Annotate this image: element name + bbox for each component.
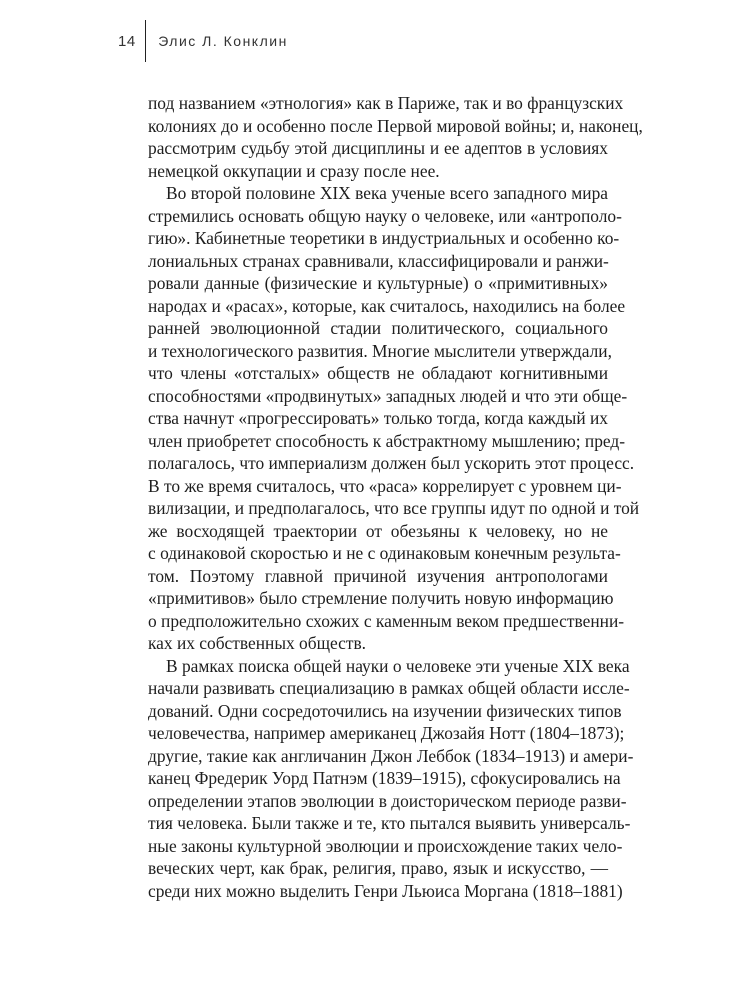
text-line: лониальных странах сравнивали, классифицировали и ранжи- — [148, 250, 609, 271]
text-line: веческих черт, как брак, религия, право, язык и искусство, — — [148, 858, 608, 878]
text-line: человечества, например американец Джозайя Нотт (1804–1873); — [148, 723, 625, 743]
text-line: В рамках поиска общей науки о человеке эти ученые XIX века — [166, 655, 630, 676]
text-line: народах и «расах», которые, как считалось, находились на более — [148, 295, 626, 316]
text-line: с одинаковой скоростью и не с одинаковым конечным результа- — [148, 543, 621, 563]
body-text — [148, 92, 643, 902]
text-line: колониях до и особенно после Первой мировой войны; и, наконец, — [148, 115, 643, 136]
text-line: определении этапов эволюции в доисторическом периоде разви- — [148, 790, 627, 811]
text-line: ранней эволюционной стадии политического, социального — [148, 318, 608, 338]
text-line: и технологического развития. Многие мыслители утверждали, — [148, 340, 612, 361]
text-line: гию». Кабинетные теоретики в индустриальных и особенно ко- — [148, 228, 620, 248]
text-line: другие, такие как англичанин Джон Леббок (1834–1913) и амери- — [148, 745, 634, 766]
header-divider — [145, 20, 147, 62]
text-line: член приобретет способность к абстрактному мышлению; пред- — [148, 430, 626, 451]
text-line: ках их собственных обществ. — [148, 633, 367, 653]
text-line: же восходящей траектории от обезьяны к человеку, но не — [148, 520, 608, 541]
text-line: канец Фредерик Уорд Патнэм (1839–1915), сфокусировались на — [148, 768, 621, 788]
page-header — [118, 18, 288, 64]
text-line: среди них можно выделить Генри Льюиса Моргана (1818–1881) — [148, 880, 623, 901]
text-line: дований. Одни сосредоточились на изучении физических типов — [148, 700, 622, 721]
text-line: способностями «продвинутых» западных людей и что эти обще- — [148, 385, 628, 406]
text-line: полагалось, что империализм должен был ускорить этот процесс. — [148, 453, 635, 473]
text-line: Во второй половине XIX века ученые всего западного мира — [166, 183, 608, 203]
text-line: что члены «отсталых» обществ не обладают когнитивными — [148, 363, 608, 383]
text-line: о предположительно схожих с каменным веком предшественни- — [148, 610, 625, 631]
text-line: ровали данные (физические и культурные) о «примитивных» — [148, 273, 608, 293]
text-line: вилизации, и предполагалось, что все группы идут по одной и той — [148, 498, 640, 518]
running-title: Элис Л. Конклин — [158, 33, 288, 49]
text-line: начали развивать специализацию в рамках общей области иссле- — [148, 678, 630, 698]
text-line: В то же время считалось, что «раса» коррелирует с уровнем ци- — [148, 475, 622, 496]
text-line: ные законы культурной эволюции и происхождение таких чело- — [148, 835, 623, 856]
text-line: том. Поэтому главной причиной изучения антропологами — [148, 565, 608, 586]
text-line: тия человека. Были также и те, кто пытался выявить универсаль- — [148, 813, 631, 833]
text-line: ства начнут «прогрессировать» только тогда, когда каждый их — [148, 408, 608, 428]
text-line: рассмотрим судьбу этой дисциплины и ее адептов в условиях — [148, 138, 608, 158]
text-line: «примитивов» было стремление получить новую информацию — [148, 588, 614, 608]
text-line: стремились основать общую науку о человеке, или «антрополо- — [148, 205, 622, 226]
page-number: 14 — [118, 32, 136, 50]
text-line: под названием «этнология» как в Париже, так и во французских — [148, 93, 624, 113]
text-line: немецкой оккупации и сразу после нее. — [148, 160, 440, 181]
